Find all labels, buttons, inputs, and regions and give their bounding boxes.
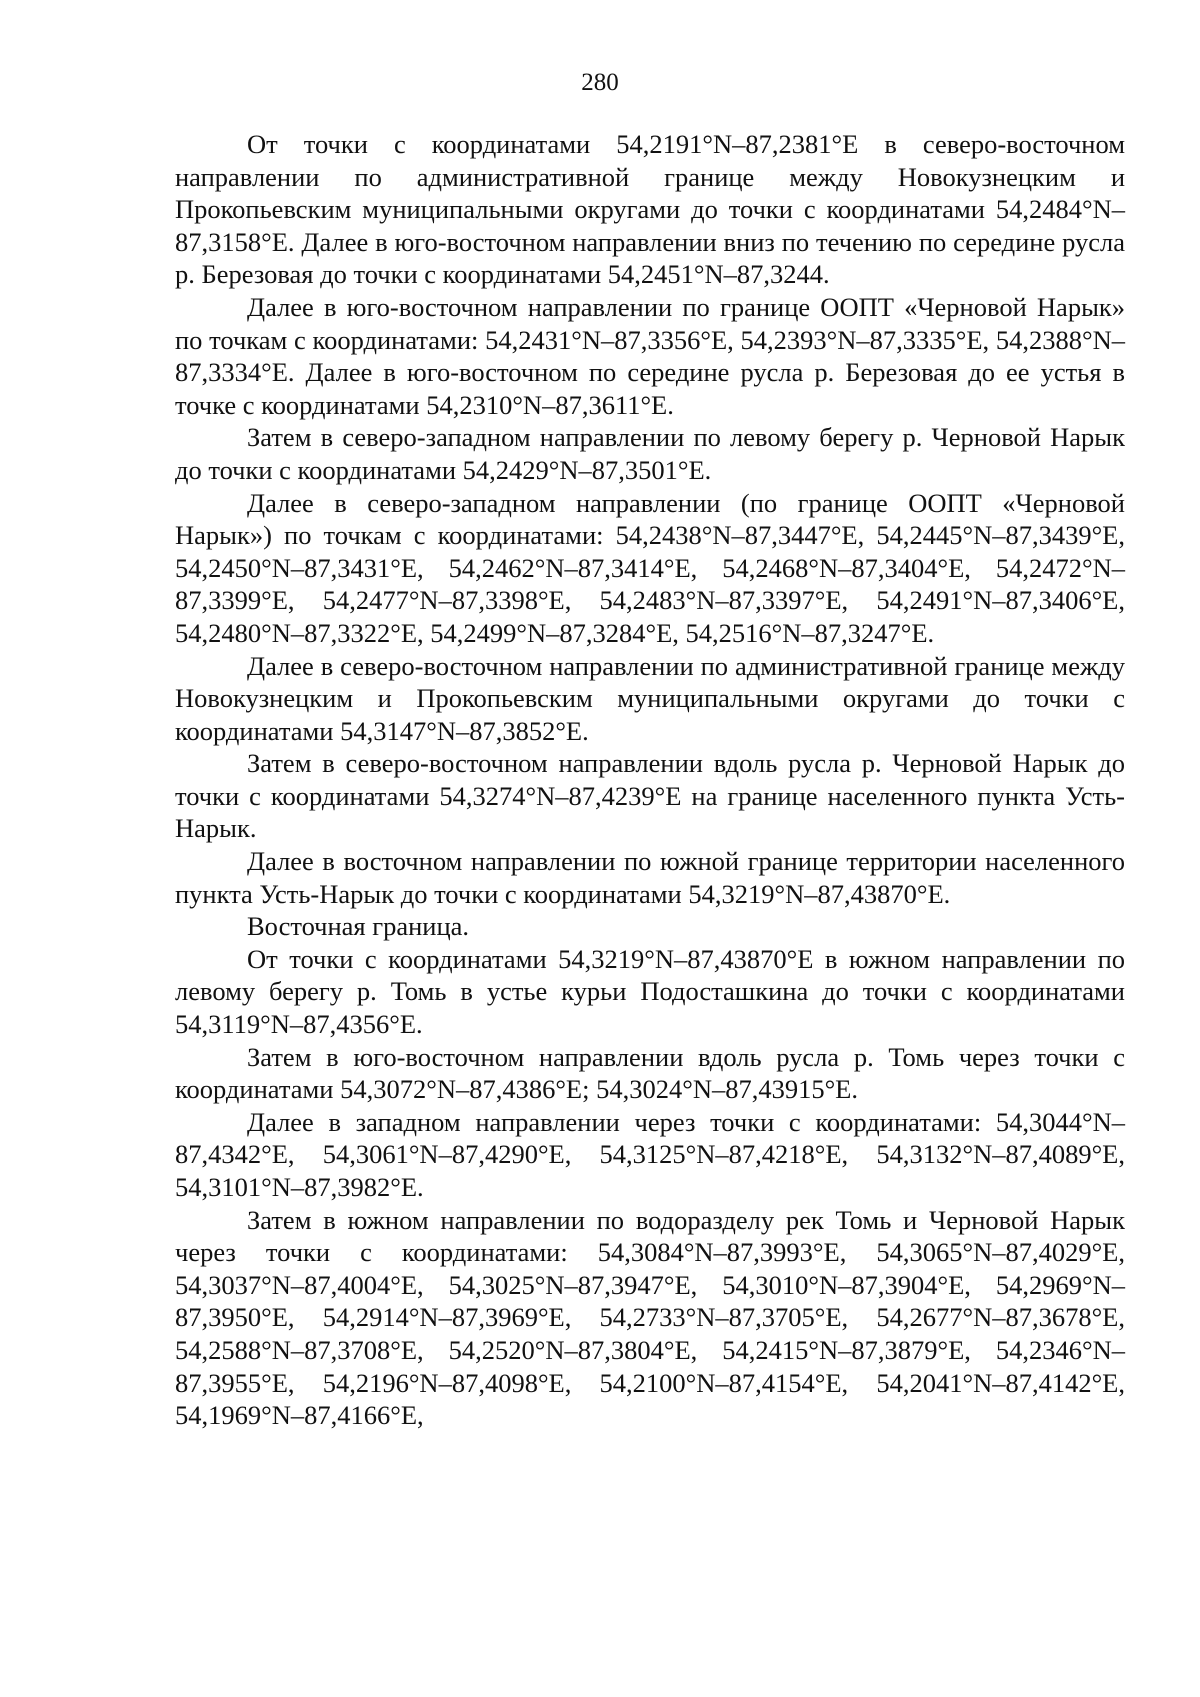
paragraph: От точки с координатами 54,3219°N–87,43870°E в южном направлении по левому берегу р. Томь в устье курьи Подосташкина до точки с координатами 54,3119°N–87,4356°E. [175, 943, 1125, 1040]
paragraph: Далее в северо-восточном направлении по административной границе между Новокузнецким и Прокопьевским муниципальными округами до точки с координатами 54,3147°N–87,3852°E. [175, 650, 1125, 746]
paragraph: Далее в северо-западном направлении (по границе ООПТ «Черновой Нарык») по точкам с координатами: 54,2438°N–87,3447°E, 54,2445°N–87,3439°E, 54,2450°N–87,3431°E, 54,2462°N–87,3414°E, 54,2468°N–87,3404°E, 54,2472°N–87,3399°E, 54,2477°N–87,3398°E, 54,2483°N–87,3397°E, 54,2491°N–87,3406°E, 54,2480°N–87,3322°E, 54,2499°N–87,3284°E, 54,2516°N–87,3247°E. [175, 487, 1125, 648]
paragraph: Далее в западном направлении через точки с координатами: 54,3044°N–87,4342°E, 54,3061°N–87,4290°E, 54,3125°N–87,4218°E, 54,3132°N–87,4089°E, 54,3101°N–87,3982°E. [175, 1106, 1125, 1202]
section-heading: Восточная граница. [247, 911, 470, 942]
paragraph: Затем в юго-восточном направлении вдоль русла р. Томь через точки с координатами 54,3072°N–87,4386°E; 54,3024°N–87,43915°E. [175, 1041, 1125, 1105]
paragraph: Далее в юго-восточном направлении по границе ООПТ «Черновой Нарык» по точкам с координатами: 54,2431°N–87,3356°E, 54,2393°N–87,3335°E, 54,2388°N–87,3334°E. Далее в юго-восточном по середине русла р. Березовая до ее устья в точке с координатами 54,2310°N–87,3611°E. [175, 291, 1125, 420]
paragraph: Далее в восточном направлении по южной границе территории населенного пункта Усть-Нарык до точки с координатами 54,3219°N–87,43870°E. [175, 846, 1125, 909]
paragraph: Затем в северо-восточном направлении вдоль русла р. Черновой Нарык до точки с координатами 54,3274°N–87,4239°E на границе населенного пункта Усть-Нарык. [175, 748, 1125, 844]
paragraph: Затем в южном направлении по водоразделу рек Томь и Черновой Нарык через точки с координатами: 54,3084°N–87,3993°E, 54,3065°N–87,4029°E, 54,3037°N–87,4004°E, 54,3025°N–87,3947°E, 54,3010°N–87,3904°E, 54,2969°N–87,3950°E, 54,2914°N–87,3969°E, 54,2733°N–87,3705°E, 54,2677°N–87,3678°E, 54,2588°N–87,3708°E, 54,2520°N–87,3804°E, 54,2415°N–87,3879°E, 54,2346°N–87,3955°E, 54,2196°N–87,4098°E, 54,2100°N–87,4154°E, 54,2041°N–87,4142°E, 54,1969°N–87,4166°E, [175, 1204, 1125, 1431]
page-number: 280 [581, 69, 619, 96]
paragraph: От точки с координатами 54,2191°N–87,2381°E в северо-восточном направлении по административной границе между Новокузнецким и Прокопьевским муниципальными округами до точки с координатами 54,2484°N–87,3158°E. Далее в юго-восточном направлении вниз по течению по середине русла р. Березовая до точки с координатами 54,2451°N–87,3244. [175, 129, 1125, 290]
paragraph: Затем в северо-западном направлении по левому берегу р. Черновой Нарык до точки с координатами 54,2429°N–87,3501°E. [175, 422, 1125, 485]
document-body [175, 128, 1125, 1432]
